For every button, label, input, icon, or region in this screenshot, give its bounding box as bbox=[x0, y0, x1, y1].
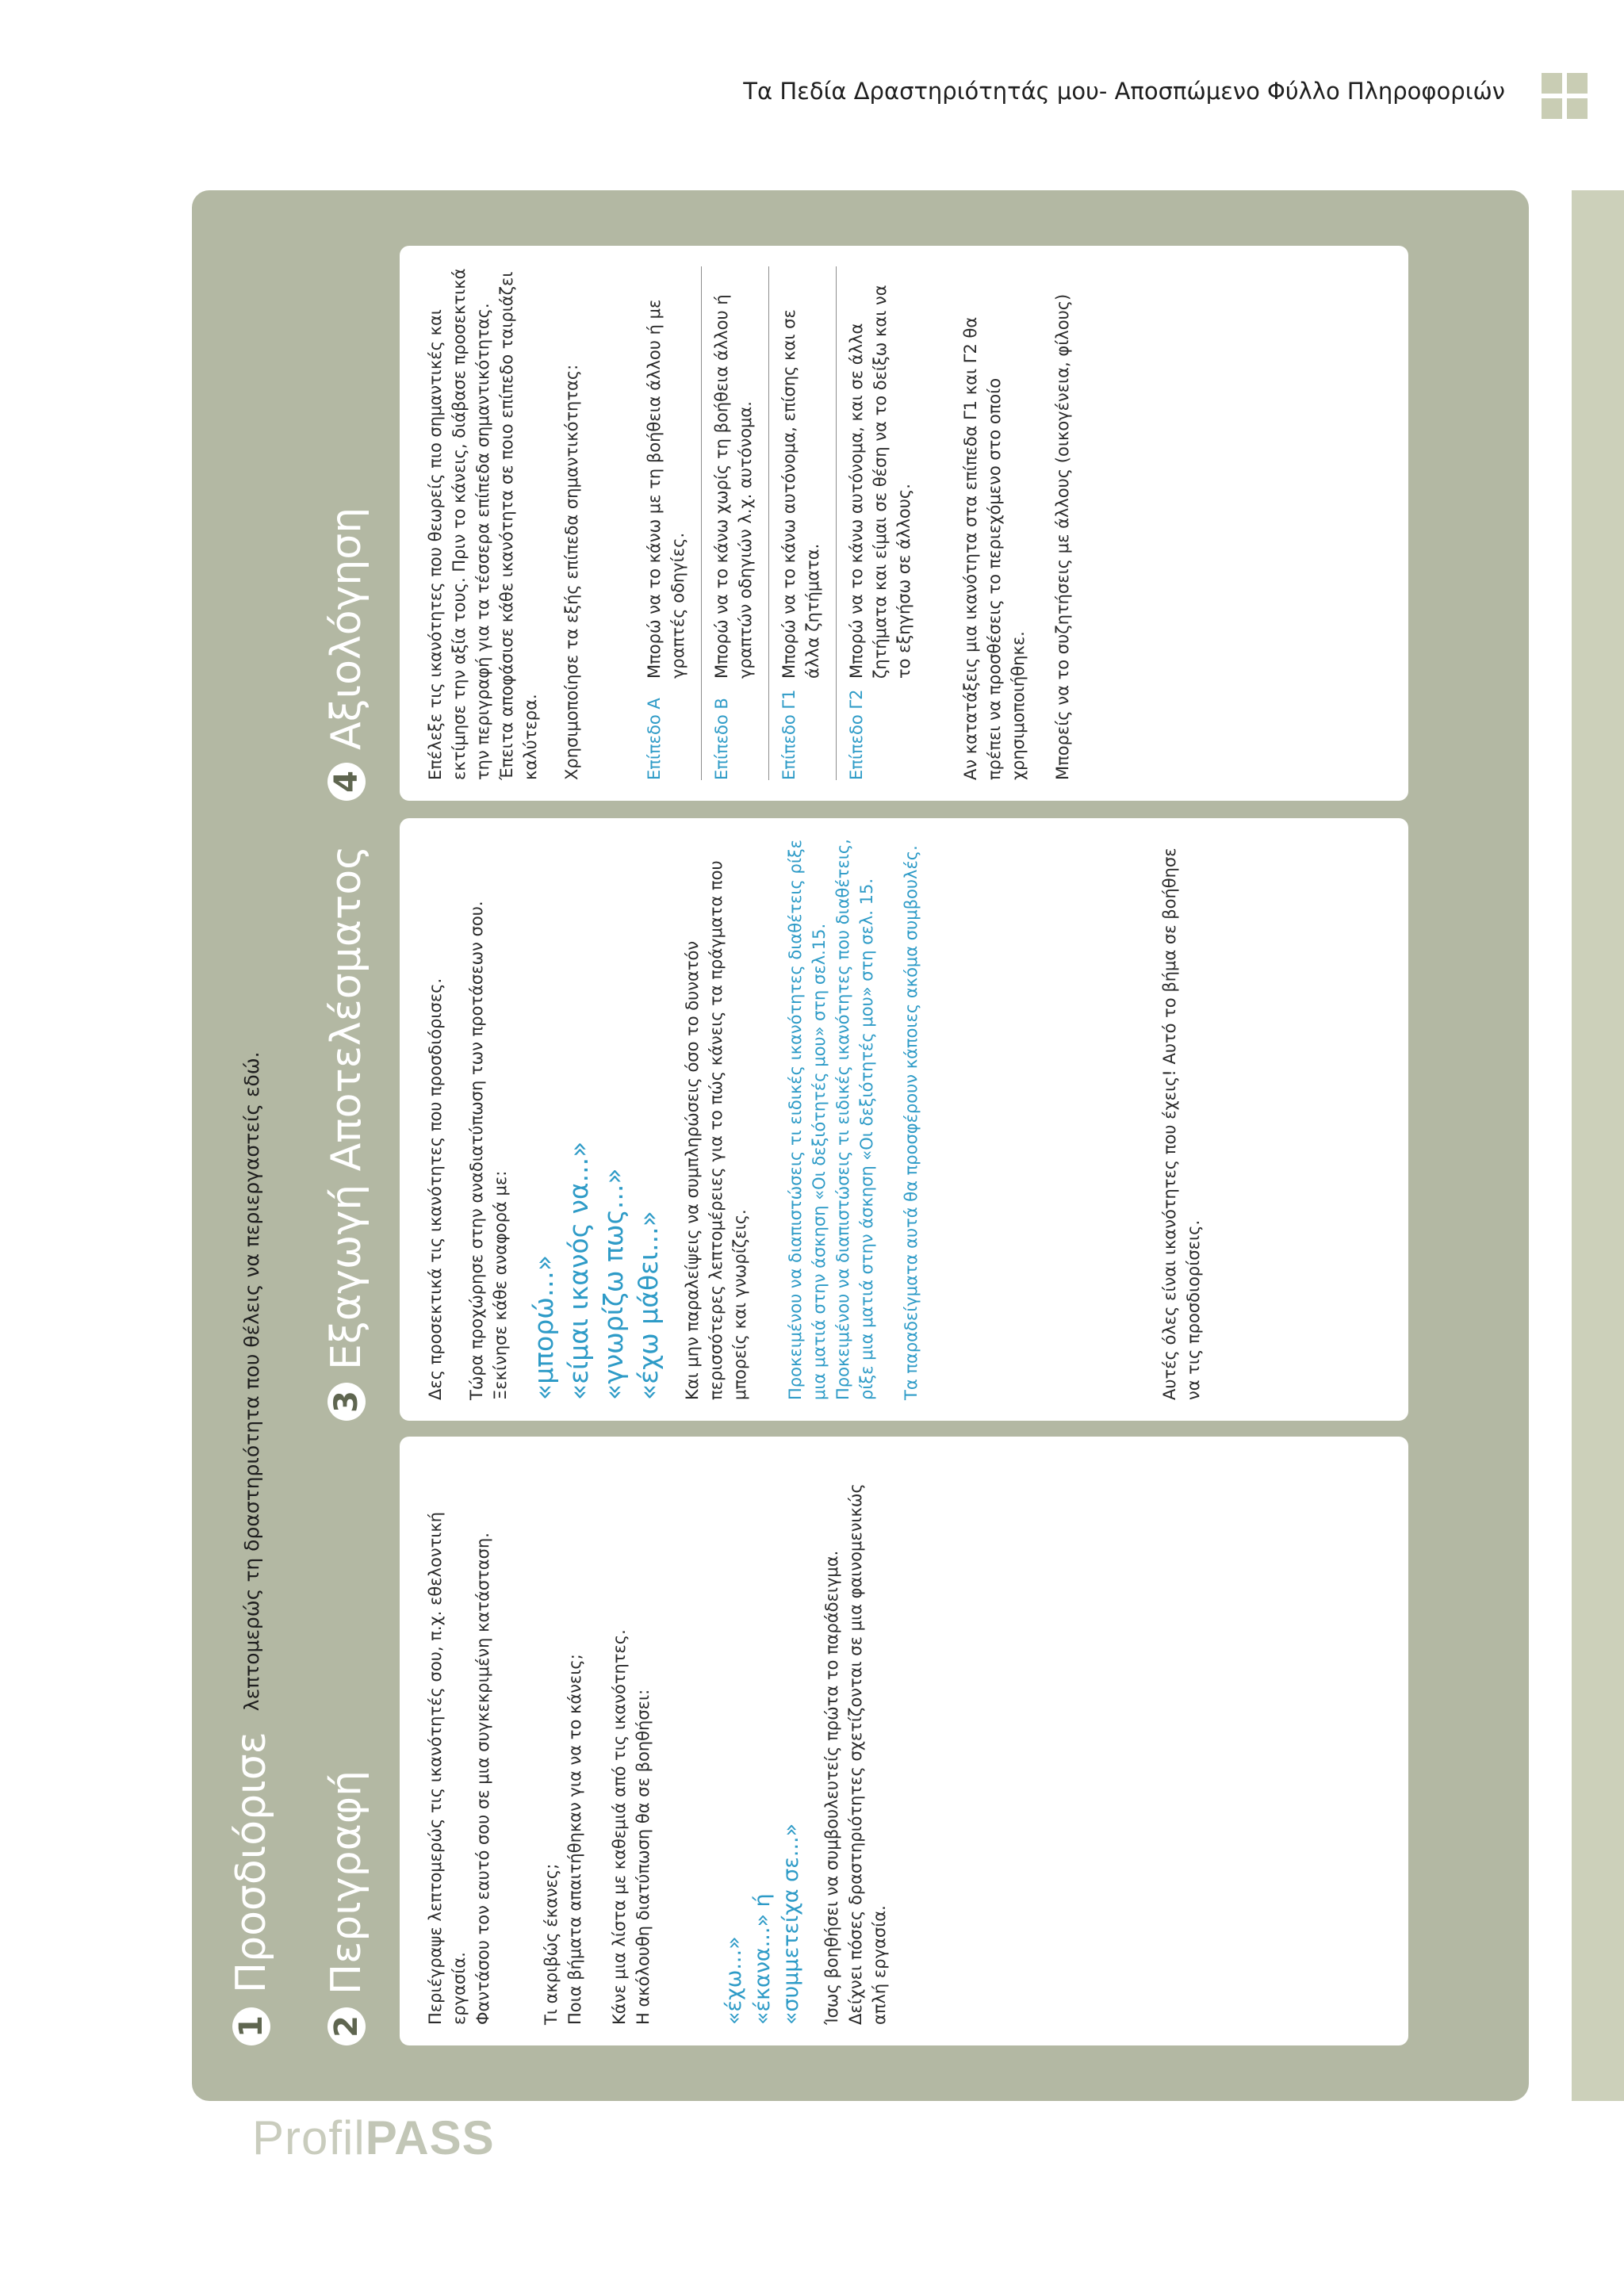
step2-phrase: «συμμετείχα σε...» bbox=[779, 1823, 803, 2025]
right-edge-strip bbox=[1572, 190, 1624, 2101]
step2-phrase: «έκανα...» ή bbox=[750, 1893, 775, 2025]
level-text: Μπορώ να το κάνω με τη βοήθεια άλλου ή με γραπτές οδηγίες. bbox=[645, 299, 688, 679]
step3-text: Δες προσεκτικά τις ικανότητες που προσδιόρισες. bbox=[426, 978, 445, 1400]
level-label: Επίπεδο Γ2 bbox=[847, 689, 866, 780]
step3-phrase: «γνωρίζω πως...» bbox=[598, 1168, 629, 1400]
level-label: Επίπεδο Β bbox=[712, 698, 731, 780]
step2-text: Τι ακριβώς έκανες; bbox=[542, 1863, 561, 2025]
brand-light: Profil bbox=[252, 2111, 366, 2164]
level-label: Επίπεδο Γ1 bbox=[779, 689, 799, 780]
step4-text: Αν κατατάξεις μια ικανότητα στα επίπεδα Γ1 και Γ2 θα πρέπει να προσθέσεις το περιεχόμενο στο οποίο χρησιμοποιήθηκε. bbox=[961, 316, 1028, 780]
step2-title: Περιγραφή bbox=[323, 1770, 370, 1995]
step2-card bbox=[400, 1437, 1408, 2045]
step2-number-badge: 2 bbox=[327, 2007, 366, 2045]
step1-number-badge: 1 bbox=[232, 2007, 270, 2045]
page-header-title: Τα Πεδία Δραστηριότητάς μου- Αποσπώμενο Φύλλο Πληροφοριών bbox=[743, 78, 1505, 105]
step3-heading bbox=[316, 845, 377, 1421]
step1-heading bbox=[216, 1051, 287, 2045]
step3-title: Εξαγωγή Αποτελέσματος bbox=[323, 845, 370, 1370]
level-label: Επίπεδο Α bbox=[645, 698, 664, 780]
step4-number-badge: 4 bbox=[327, 763, 366, 801]
step3-phrase: «είμαι ικανός να...» bbox=[563, 1141, 594, 1400]
step2-text: Ποια βήματα απαιτήθηκαν για να το κάνεις; bbox=[565, 1654, 584, 2025]
step4-card bbox=[400, 246, 1408, 801]
step2-heading bbox=[316, 1770, 377, 2045]
step3-text: Τα παραδείγματα αυτά θα προσφέρουν κάποιες ακόμα συμβουλές. bbox=[902, 845, 921, 1400]
step3-number-badge: 3 bbox=[327, 1383, 366, 1421]
step2-text: Φαντάσου τον εαυτό σου σε μια συγκεκριμένη κατάσταση. bbox=[473, 1533, 492, 2025]
header-grid-icon bbox=[1542, 73, 1588, 119]
level-text: Μπορώ να το κάνω χωρίς τη βοήθεια άλλου ή γραπτών οδηγιών λ.χ. αυτόνομα. bbox=[712, 294, 755, 679]
step3-card bbox=[400, 818, 1408, 1421]
level-text: Μπορώ να το κάνω αυτόνομα, επίσης και σε άλλα ζητήματα. bbox=[779, 309, 822, 679]
step2-text: Ίσως βοηθήσει να συμβουλευτείς πρώτα το παράδειγμα. bbox=[822, 1550, 841, 2025]
step1-subtitle: λεπτομερώς τη δραστηριότητα που θέλεις να περιεργαστείς εδώ. bbox=[239, 1051, 263, 1712]
step4-text: Μπορείς να το συζητήσεις με άλλους (οικογένεια, φίλους) bbox=[1053, 293, 1072, 780]
step4-title: Αξιολόγηση bbox=[323, 507, 370, 750]
rotated-content bbox=[192, 190, 1529, 2101]
step3-phrase: «μπορώ…» bbox=[528, 1254, 559, 1400]
step3-text: Και μην παραλείψεις να συμπληρώσεις όσο το δυνατόν περισσότερες λεπτομέρειες για το πώς κάνεις τα πράγματα που μπορείς και γνωρίζεις. bbox=[683, 860, 749, 1400]
step2-text: Περιέγραψε λεπτομερώς τις ικανότητές σου, π.χ. εθελοντική εργασία. bbox=[426, 1511, 469, 2025]
step1-title: Προσδιόρισε bbox=[228, 1732, 275, 1993]
step3-text: Τώρα προχώρησε στην αναδιατύπωση των προτάσεων σου. Ξεκίνησε κάθε αναφορά με: bbox=[467, 901, 510, 1400]
step4-heading bbox=[316, 507, 377, 801]
instruction-panel bbox=[192, 190, 1529, 2101]
brand-bold: PASS bbox=[365, 2111, 495, 2164]
step2-text: Δείχνει πόσες δραστηριότητες σχετίζονται σε μια φαινομενικώς απλή εργασία. bbox=[846, 1483, 889, 2025]
level-row bbox=[768, 266, 836, 780]
step4-text: Επέλεξε τις ικανότητες που θεωρείς πιο σημαντικές και εκτίμησε την αξία τους. Πριν το κάνεις, διάβασε προσεκτικά την περιγραφή για τα τέσσερα επίπεδα σημαντικότητας. Έπειτα αποφάσισε κάθε ικανότητα σε ποιο επίπεδο ταιριάζει καλύτερα. bbox=[426, 268, 540, 780]
step2-phrase: «έχω...» bbox=[722, 1936, 746, 2025]
step3-text: Αυτές όλες είναι ικανότητες που έχεις! Αυτό το βήμα σε βοήθησε να τις προσδιορίσεις. bbox=[1160, 848, 1203, 1400]
level-text: Μπορώ να το κάνω αυτόνομα, και σε άλλα ζητήματα και είμαι σε θέση να το δείξω και να το εξηγήσω σε άλλους. bbox=[847, 285, 914, 679]
step2-text: Κάνε μια λίστα με καθεμιά από τις ικανότητες. bbox=[610, 1629, 629, 2025]
step3-phrase: «έχω μάθει...» bbox=[633, 1211, 664, 1400]
step4-text: Χρησιμοποίησε τα εξής επίπεδα σημαντικότητας: bbox=[562, 364, 581, 780]
step2-text: Η ακόλουθη διατύπωση θα σε βοηθήσει: bbox=[634, 1689, 653, 2025]
level-row bbox=[836, 266, 927, 780]
level-row bbox=[634, 266, 701, 780]
step3-text: Προκειμένου να διαπιστώσεις τι ειδικές ικανότητες διαθέτεις ρίξε μια ματιά στην άσκηση «Οι δεξιότητές μου» στη σελ.15. Προκειμένου να διαπιστώσεις τι ειδικές ικανότητες που διαθέτεις, ρίξε μια ματιά στην άσκηση «Οι δεξιότητές μου» στη σελ. 15. bbox=[786, 839, 876, 1400]
level-row bbox=[701, 266, 768, 780]
profilpass-logo bbox=[252, 2110, 495, 2165]
